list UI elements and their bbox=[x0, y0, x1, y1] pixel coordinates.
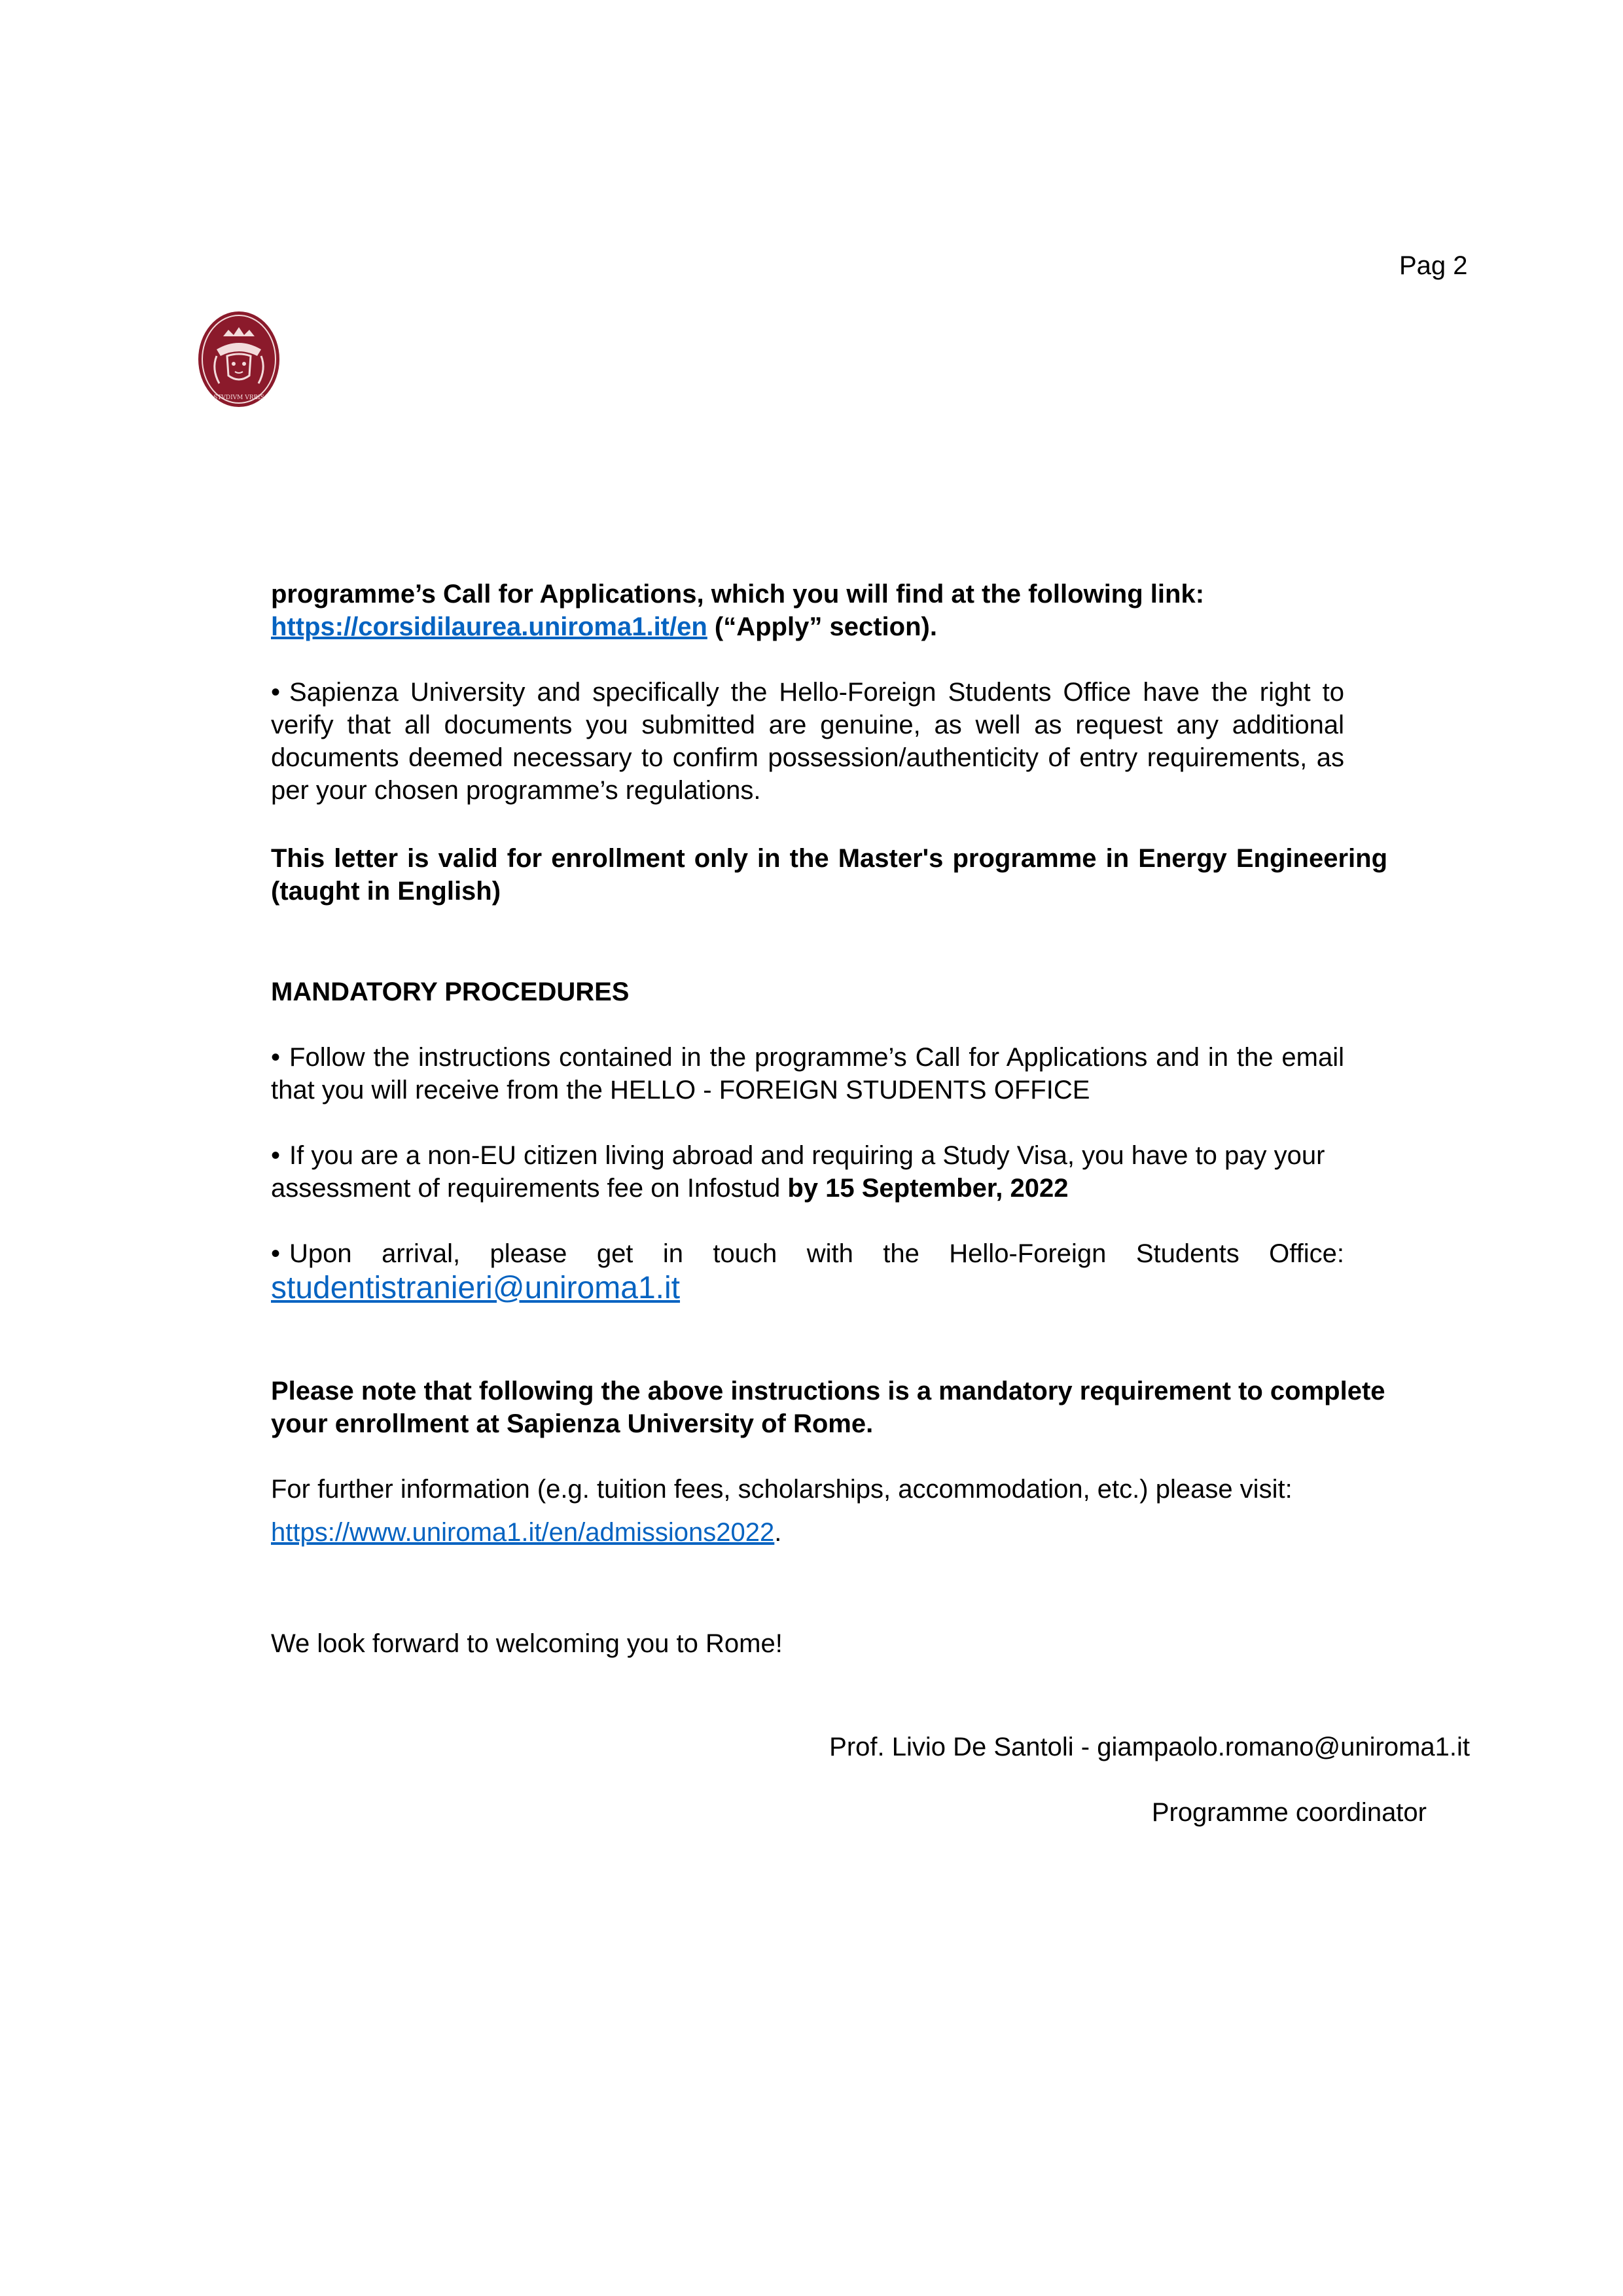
further-info-text: For further information (e.g. tuition fees, scholarships, accommodation, etc.) please visit: bbox=[271, 1475, 1293, 1504]
admissions-link-line bbox=[271, 1516, 1449, 1549]
visa-fee-deadline: by 15 September, 2022 bbox=[787, 1174, 1069, 1203]
signature-role: Programme coordinator bbox=[1151, 1798, 1427, 1827]
mandatory-item-instructions bbox=[271, 1041, 1344, 1106]
mandatory-item-visa-fee bbox=[271, 1139, 1344, 1205]
page-number: Pag 2 bbox=[1399, 251, 1468, 280]
letter-body bbox=[271, 578, 1449, 1660]
validity-note: This letter is valid for enrollment only in the Master's programme in Energy Engineering (taught in English) bbox=[271, 844, 1387, 906]
apply-link[interactable]: https://corsidilaurea.uniroma1.it/en bbox=[271, 612, 707, 641]
admissions-link-suffix: . bbox=[774, 1518, 782, 1547]
bullet-icon: • bbox=[271, 1043, 281, 1072]
mandatory-item-arrival bbox=[271, 1237, 1344, 1270]
office-email-link[interactable]: studentistranieri@uniroma1.it bbox=[271, 1271, 681, 1305]
intro-line: programme’s Call for Applications, which you will find at the following link: bbox=[271, 580, 1205, 609]
seal-motto: STVDIVM VRBIS bbox=[213, 395, 264, 401]
bullet-icon: • bbox=[271, 1141, 281, 1170]
apply-link-suffix: (“Apply” section). bbox=[707, 612, 937, 641]
admissions-link[interactable]: https://www.uniroma1.it/en/admissions2022 bbox=[271, 1518, 775, 1547]
apply-link-line bbox=[271, 610, 1449, 643]
verification-text: Sapienza University and specifically the Hello-Foreign Students Office have the right to verify that all documents you submitted are genuine, as well as request any additional documents deemed necessary to confirm possession/authenticity of entry requirements, as per your chosen programme’s regulations. bbox=[271, 678, 1344, 805]
verification-paragraph bbox=[271, 676, 1344, 807]
bullet-icon: • bbox=[271, 678, 281, 707]
closing-line: We look forward to welcoming you to Rome! bbox=[271, 1629, 783, 1658]
visa-fee-text: If you are a non-EU citizen living abroad and requiring a Study Visa, you have to pay your assessment of requirements fee on Infostud bbox=[271, 1141, 1325, 1203]
bullet-icon: • bbox=[271, 1239, 281, 1268]
mandatory-heading: MANDATORY PROCEDURES bbox=[271, 978, 630, 1006]
instructions-text: Follow the instructions contained in the programme’s Call for Applications and in the email that you will receive from the HELLO - FOREIGN STUDENTS OFFICE bbox=[271, 1043, 1344, 1104]
office-email-line bbox=[271, 1270, 1449, 1307]
mandatory-note: Please note that following the above instructions is a mandatory requirement to complete your enrollment at Sapienza University of Rome. bbox=[271, 1377, 1385, 1438]
sapienza-seal-icon bbox=[197, 310, 281, 408]
signature-name: Prof. Livio De Santoli - giampaolo.romano@uniroma1.it bbox=[829, 1733, 1470, 1761]
arrival-text: Upon arrival, please get in touch with the Hello-Foreign Students Office: bbox=[289, 1239, 1344, 1268]
